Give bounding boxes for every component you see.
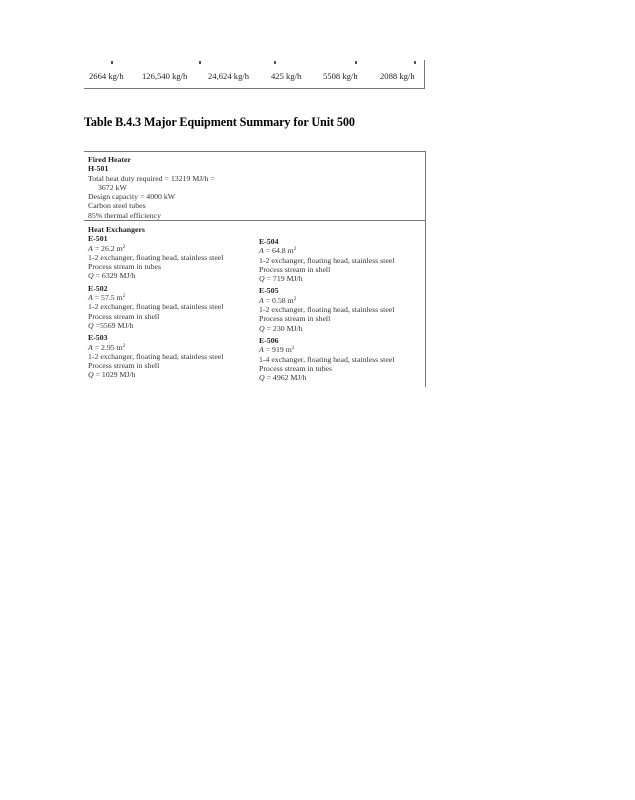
area-spec: A = 2.95 $m^2$ xyxy=(88,342,126,352)
duty-line-continued: 3672 kW xyxy=(98,182,127,192)
area-spec: A = 26.2 $m^2$ xyxy=(88,243,126,253)
table-caption: Table B.4.3 Major Equipment Summary for Unit 500 xyxy=(84,115,355,129)
stream-side: Process stream in shell xyxy=(259,314,331,324)
stream-side: Process stream in shell xyxy=(259,264,331,274)
flow-cell: 425 kg/h xyxy=(271,71,302,81)
flow-table-fragment xyxy=(84,60,425,89)
exchanger-type: 1-2 exchanger, floating head, stainless steel xyxy=(259,255,395,265)
tick-mark xyxy=(274,61,276,64)
duty-spec: Q =5569 MJ/h xyxy=(88,320,134,330)
section-title: Fired Heater xyxy=(88,155,131,164)
flow-cell: 2088 kg/h xyxy=(380,71,415,81)
thermal-efficiency: 85% thermal efficiency xyxy=(88,210,162,220)
equipment-id: E-506 xyxy=(259,335,279,345)
equipment-summary-table xyxy=(84,151,426,387)
fired-heater-block xyxy=(88,155,215,220)
tick-mark xyxy=(414,61,416,64)
tick-mark xyxy=(355,61,357,64)
fired-heater-section xyxy=(84,152,425,221)
equipment-id: E-501 xyxy=(88,234,108,244)
equipment-id: H-501 xyxy=(88,164,109,174)
stream-side: Process stream in tubes xyxy=(88,262,161,272)
tube-material: Carbon steel tubes xyxy=(88,201,146,211)
heat-exchangers-left-column xyxy=(88,225,223,380)
exchanger-type: 1-2 exchanger, floating head, stainless steel xyxy=(88,351,224,361)
flow-cell: 2664 kg/h xyxy=(89,71,124,81)
exchanger-type: 1-2 exchanger, floating head, stainless steel xyxy=(88,252,224,262)
duty-spec: Q = 6329 MJ/h xyxy=(88,271,136,281)
duty-spec: Q = 719 MJ/h xyxy=(259,274,303,284)
area-spec: A = 919 $m^2$ xyxy=(259,345,295,355)
area-spec: A = 0.58 $m^2$ xyxy=(259,295,297,305)
column-ticks xyxy=(84,60,424,66)
exchanger-type: 1-2 exchanger, floating head, stainless steel xyxy=(88,302,224,312)
heat-exchangers-right-column xyxy=(259,237,394,382)
tick-mark xyxy=(199,61,201,64)
flow-cell: 24,624 kg/h xyxy=(208,71,250,81)
stream-side: Process stream in shell xyxy=(88,361,160,371)
tick-mark xyxy=(111,61,113,64)
exchanger-type: 1-4 exchanger, floating head, stainless steel xyxy=(259,354,395,364)
equipment-id: E-502 xyxy=(88,283,108,293)
flow-cell: 126,540 kg/h xyxy=(142,71,188,81)
area-spec: A = 57.5 $m^2$ xyxy=(88,293,126,303)
design-capacity: Design capacity = 4000 kW xyxy=(88,192,176,202)
exchanger-type: 1-2 exchanger, floating head, stainless steel xyxy=(259,305,395,315)
stream-side: Process stream in tubes xyxy=(259,363,332,373)
duty-line: Total heat duty required = 13219 MJ/h = xyxy=(88,173,215,183)
duty-spec: Q = 1029 MJ/h xyxy=(88,370,136,380)
stream-side: Process stream in shell xyxy=(88,311,160,321)
duty-spec: Q = 4962 MJ/h xyxy=(259,373,307,383)
equipment-id: E-504 xyxy=(259,237,279,246)
section-title: Heat Exchangers xyxy=(88,225,145,234)
equipment-id: E-503 xyxy=(88,333,108,343)
flow-cell: 5508 kg/h xyxy=(323,71,358,81)
area-spec: A = 64.8 $m^2$ xyxy=(259,246,297,256)
equipment-id: E-505 xyxy=(259,286,279,296)
duty-spec: Q = 230 MJ/h xyxy=(259,323,303,333)
